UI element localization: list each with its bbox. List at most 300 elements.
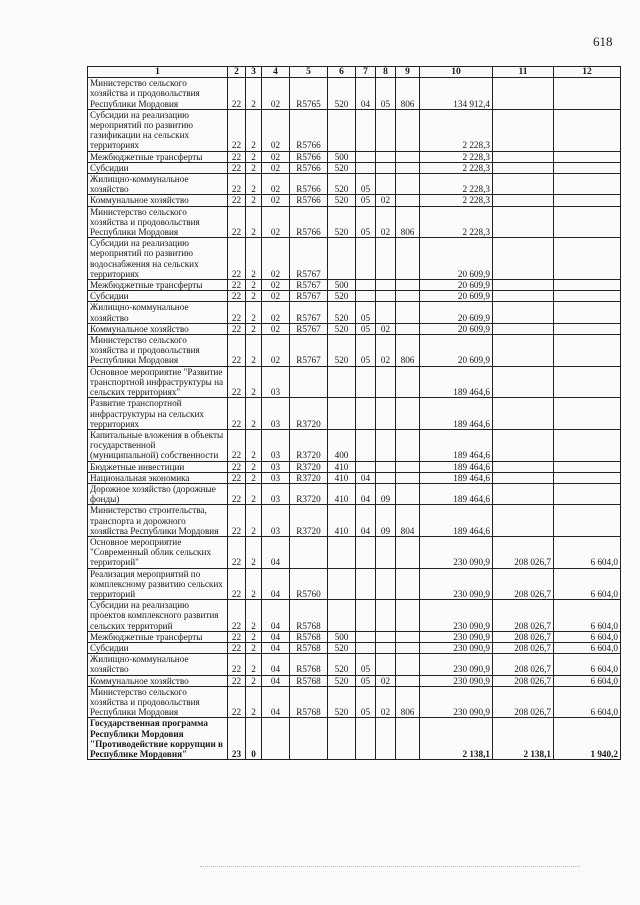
cell-col-7 (356, 536, 376, 568)
cell-col-5: R5766 (290, 195, 328, 206)
table-row (88, 174, 621, 195)
table-row (88, 206, 621, 238)
cell-col-3: 2 (246, 302, 262, 323)
cell-col-6 (328, 600, 356, 632)
cell-col-8: 02 (376, 675, 396, 686)
cell-col-10: 230 090,9 (420, 568, 493, 600)
cell-col-12 (554, 429, 621, 461)
cell-col-7: 04 (356, 505, 376, 537)
cell-col-5 (290, 366, 328, 398)
row-name-cell: Межбюджетные трансферты (88, 631, 228, 642)
cell-col-6: 520 (328, 78, 356, 110)
cell-col-5: R3720 (290, 483, 328, 504)
scan-mark (200, 866, 580, 868)
cell-col-12: 6 604,0 (554, 675, 621, 686)
cell-col-3: 2 (246, 174, 262, 195)
row-name-cell: Основное мероприятие "Современный облик сельских территорий" (88, 536, 228, 568)
cell-col-8: 02 (376, 686, 396, 718)
row-name-cell: Реализация мероприятий по комплексному развитию сельских территорий (88, 568, 228, 600)
cell-col-9: 806 (396, 335, 420, 367)
cell-col-12 (554, 335, 621, 367)
cell-col-11 (493, 291, 554, 302)
cell-col-5: R5765 (290, 78, 328, 110)
cell-col-7 (356, 162, 376, 173)
row-name-cell: Министерство сельского хозяйства и продовольствия Республики Мордовия (88, 206, 228, 238)
cell-col-8 (376, 174, 396, 195)
cell-col-3: 2 (246, 642, 262, 653)
cell-col-4: 02 (262, 174, 290, 195)
cell-col-9 (396, 631, 420, 642)
cell-col-7: 05 (356, 686, 376, 718)
table-header-row (88, 67, 621, 78)
cell-col-9 (396, 151, 420, 162)
cell-col-2: 22 (228, 429, 246, 461)
cell-col-6 (328, 718, 356, 760)
cell-col-4: 03 (262, 366, 290, 398)
cell-col-2: 22 (228, 675, 246, 686)
cell-col-6 (328, 536, 356, 568)
cell-col-6: 520 (328, 335, 356, 367)
cell-col-9 (396, 280, 420, 291)
cell-col-2: 22 (228, 483, 246, 504)
cell-col-5: R3720 (290, 505, 328, 537)
cell-col-2: 22 (228, 631, 246, 642)
cell-col-2: 22 (228, 461, 246, 472)
cell-col-4: 02 (262, 206, 290, 238)
table-row (88, 642, 621, 653)
cell-col-10: 20 609,9 (420, 335, 493, 367)
row-name-cell: Национальная экономика (88, 472, 228, 483)
cell-col-4: 03 (262, 483, 290, 504)
table-row (88, 461, 621, 472)
cell-col-2: 23 (228, 718, 246, 760)
cell-col-6: 410 (328, 472, 356, 483)
cell-col-7 (356, 718, 376, 760)
column-header: 2 (228, 67, 246, 78)
cell-col-2: 22 (228, 536, 246, 568)
row-name-cell: Коммунальное хозяйство (88, 675, 228, 686)
cell-col-9 (396, 291, 420, 302)
cell-col-2: 22 (228, 654, 246, 675)
cell-col-10: 189 464,6 (420, 366, 493, 398)
cell-col-3: 2 (246, 472, 262, 483)
cell-col-8: 02 (376, 206, 396, 238)
cell-col-12 (554, 280, 621, 291)
cell-col-12: 6 604,0 (554, 642, 621, 653)
cell-col-10: 189 464,6 (420, 461, 493, 472)
cell-col-7: 05 (356, 323, 376, 334)
cell-col-8 (376, 162, 396, 173)
column-header: 11 (493, 67, 554, 78)
cell-col-3: 2 (246, 631, 262, 642)
cell-col-7 (356, 280, 376, 291)
cell-col-3: 2 (246, 291, 262, 302)
cell-col-12 (554, 238, 621, 280)
row-name-cell: Дорожное хозяйство (дорожные фонды) (88, 483, 228, 504)
cell-col-5: R5766 (290, 206, 328, 238)
cell-col-5: R5768 (290, 675, 328, 686)
cell-col-10: 20 609,9 (420, 280, 493, 291)
cell-col-2: 22 (228, 109, 246, 151)
cell-col-12: 6 604,0 (554, 568, 621, 600)
cell-col-6: 410 (328, 483, 356, 504)
cell-col-3: 2 (246, 568, 262, 600)
cell-col-9 (396, 718, 420, 760)
cell-col-9 (396, 568, 420, 600)
cell-col-8 (376, 654, 396, 675)
cell-col-12 (554, 505, 621, 537)
cell-col-9 (396, 195, 420, 206)
cell-col-9 (396, 398, 420, 430)
cell-col-11 (493, 483, 554, 504)
cell-col-9 (396, 472, 420, 483)
cell-col-9: 806 (396, 686, 420, 718)
cell-col-7 (356, 461, 376, 472)
cell-col-7 (356, 631, 376, 642)
cell-col-10: 230 090,9 (420, 631, 493, 642)
cell-col-8 (376, 109, 396, 151)
cell-col-4: 02 (262, 238, 290, 280)
cell-col-11 (493, 195, 554, 206)
cell-col-11: 208 026,7 (493, 536, 554, 568)
cell-col-6: 500 (328, 280, 356, 291)
cell-col-7 (356, 568, 376, 600)
column-header: 1 (88, 67, 228, 78)
cell-col-10: 189 464,6 (420, 398, 493, 430)
cell-col-6: 520 (328, 195, 356, 206)
cell-col-9: 804 (396, 505, 420, 537)
cell-col-10: 230 090,9 (420, 536, 493, 568)
cell-col-3: 2 (246, 483, 262, 504)
table-row (88, 280, 621, 291)
cell-col-2: 22 (228, 162, 246, 173)
cell-col-12 (554, 162, 621, 173)
table-row (88, 631, 621, 642)
cell-col-9 (396, 366, 420, 398)
cell-col-4: 03 (262, 429, 290, 461)
cell-col-6 (328, 398, 356, 430)
table-row (88, 472, 621, 483)
cell-col-8 (376, 568, 396, 600)
cell-col-7 (356, 600, 376, 632)
cell-col-6: 520 (328, 162, 356, 173)
cell-col-2: 22 (228, 151, 246, 162)
cell-col-5: R5768 (290, 686, 328, 718)
row-name-cell: Капитальные вложения в объекты государственной (муниципальной) собственности (88, 429, 228, 461)
cell-col-2: 22 (228, 642, 246, 653)
cell-col-2: 22 (228, 568, 246, 600)
cell-col-8: 02 (376, 323, 396, 334)
table-row (88, 162, 621, 173)
cell-col-11 (493, 206, 554, 238)
column-header: 4 (262, 67, 290, 78)
cell-col-10: 2 228,3 (420, 206, 493, 238)
cell-col-11 (493, 366, 554, 398)
cell-col-7: 04 (356, 78, 376, 110)
table-row (88, 505, 621, 537)
cell-col-7: 05 (356, 335, 376, 367)
cell-col-9 (396, 483, 420, 504)
cell-col-4 (262, 718, 290, 760)
cell-col-3: 2 (246, 280, 262, 291)
cell-col-7 (356, 291, 376, 302)
cell-col-7: 04 (356, 483, 376, 504)
cell-col-5: R5767 (290, 291, 328, 302)
cell-col-3: 2 (246, 398, 262, 430)
cell-col-9 (396, 675, 420, 686)
cell-col-2: 22 (228, 291, 246, 302)
cell-col-5: R5760 (290, 568, 328, 600)
cell-col-6: 500 (328, 151, 356, 162)
cell-col-4: 02 (262, 302, 290, 323)
row-name-cell: Субсидии на реализацию мероприятий по развитию газификации на сельских территориях (88, 109, 228, 151)
cell-col-12: 6 604,0 (554, 686, 621, 718)
cell-col-9: 806 (396, 206, 420, 238)
cell-col-11: 208 026,7 (493, 631, 554, 642)
cell-col-10: 134 912,4 (420, 78, 493, 110)
row-name-cell: Государственная программа Республики Мордовия "Противодействие коррупции в Республике Мордовия" (88, 718, 228, 760)
cell-col-9 (396, 238, 420, 280)
cell-col-9: 806 (396, 78, 420, 110)
cell-col-11 (493, 109, 554, 151)
cell-col-2: 22 (228, 174, 246, 195)
row-name-cell: Межбюджетные трансферты (88, 151, 228, 162)
table-row (88, 291, 621, 302)
row-name-cell: Коммунальное хозяйство (88, 323, 228, 334)
cell-col-7 (356, 429, 376, 461)
cell-col-8 (376, 536, 396, 568)
cell-col-8 (376, 461, 396, 472)
row-name-cell: Основное мероприятие "Развитие транспортной инфраструктуры на сельских территориях" (88, 366, 228, 398)
cell-col-4: 03 (262, 398, 290, 430)
cell-col-8 (376, 280, 396, 291)
cell-col-10: 2 138,1 (420, 718, 493, 760)
cell-col-10: 189 464,6 (420, 472, 493, 483)
cell-col-4: 02 (262, 151, 290, 162)
cell-col-11: 208 026,7 (493, 600, 554, 632)
cell-col-8: 09 (376, 483, 396, 504)
cell-col-11: 208 026,7 (493, 675, 554, 686)
cell-col-2: 22 (228, 302, 246, 323)
cell-col-4: 03 (262, 505, 290, 537)
cell-col-4: 02 (262, 162, 290, 173)
cell-col-11 (493, 429, 554, 461)
row-name-cell: Жилищно-коммунальное хозяйство (88, 654, 228, 675)
cell-col-6: 520 (328, 642, 356, 653)
cell-col-12 (554, 323, 621, 334)
cell-col-9 (396, 174, 420, 195)
cell-col-7: 05 (356, 654, 376, 675)
row-name-cell: Министерство сельского хозяйства и продовольствия Республики Мордовия (88, 686, 228, 718)
row-name-cell: Субсидии (88, 291, 228, 302)
cell-col-11 (493, 472, 554, 483)
cell-col-2: 22 (228, 238, 246, 280)
table-row (88, 600, 621, 632)
cell-col-9 (396, 654, 420, 675)
cell-col-6: 520 (328, 174, 356, 195)
column-header: 9 (396, 67, 420, 78)
cell-col-7: 05 (356, 195, 376, 206)
cell-col-7: 05 (356, 302, 376, 323)
cell-col-2: 22 (228, 280, 246, 291)
row-name-cell: Субсидии на реализацию мероприятий по развитию водоснабжения на сельских территориях (88, 238, 228, 280)
cell-col-11 (493, 238, 554, 280)
cell-col-11 (493, 302, 554, 323)
cell-col-4: 03 (262, 461, 290, 472)
cell-col-12 (554, 78, 621, 110)
row-name-cell: Министерство сельского хозяйства и продовольствия Республики Мордовия (88, 335, 228, 367)
cell-col-3: 2 (246, 162, 262, 173)
cell-col-3: 2 (246, 151, 262, 162)
cell-col-5: R5766 (290, 162, 328, 173)
cell-col-9 (396, 302, 420, 323)
cell-col-9 (396, 600, 420, 632)
cell-col-6: 520 (328, 206, 356, 238)
cell-col-8 (376, 472, 396, 483)
cell-col-12 (554, 174, 621, 195)
cell-col-4: 02 (262, 323, 290, 334)
cell-col-12 (554, 109, 621, 151)
cell-col-5: R5768 (290, 600, 328, 632)
cell-col-11: 208 026,7 (493, 642, 554, 653)
cell-col-11: 208 026,7 (493, 654, 554, 675)
cell-col-9 (396, 642, 420, 653)
table-row (88, 718, 621, 760)
cell-col-8 (376, 631, 396, 642)
column-header: 10 (420, 67, 493, 78)
cell-col-12 (554, 398, 621, 430)
cell-col-9 (396, 109, 420, 151)
cell-col-10: 230 090,9 (420, 642, 493, 653)
cell-col-5: R5767 (290, 323, 328, 334)
cell-col-11 (493, 461, 554, 472)
cell-col-2: 22 (228, 78, 246, 110)
cell-col-5: R3720 (290, 472, 328, 483)
cell-col-7 (356, 398, 376, 430)
cell-col-10: 230 090,9 (420, 675, 493, 686)
cell-col-8 (376, 151, 396, 162)
cell-col-12 (554, 302, 621, 323)
table-row (88, 335, 621, 367)
table-row (88, 195, 621, 206)
cell-col-4: 02 (262, 78, 290, 110)
column-header: 12 (554, 67, 621, 78)
cell-col-4: 02 (262, 335, 290, 367)
table-row (88, 536, 621, 568)
row-name-cell: Жилищно-коммунальное хозяйство (88, 174, 228, 195)
cell-col-2: 22 (228, 206, 246, 238)
row-name-cell: Коммунальное хозяйство (88, 195, 228, 206)
row-name-cell: Жилищно-коммунальное хозяйство (88, 302, 228, 323)
table-row (88, 366, 621, 398)
cell-col-5: R5768 (290, 642, 328, 653)
cell-col-12: 6 604,0 (554, 536, 621, 568)
cell-col-11 (493, 398, 554, 430)
cell-col-3: 2 (246, 238, 262, 280)
table-row (88, 654, 621, 675)
column-header: 6 (328, 67, 356, 78)
cell-col-11: 208 026,7 (493, 568, 554, 600)
cell-col-7 (356, 642, 376, 653)
cell-col-4: 04 (262, 568, 290, 600)
cell-col-10: 20 609,9 (420, 302, 493, 323)
cell-col-6: 410 (328, 461, 356, 472)
cell-col-11 (493, 335, 554, 367)
cell-col-8 (376, 238, 396, 280)
cell-col-2: 22 (228, 366, 246, 398)
cell-col-6: 520 (328, 675, 356, 686)
cell-col-4: 03 (262, 472, 290, 483)
cell-col-5 (290, 536, 328, 568)
cell-col-11 (493, 174, 554, 195)
cell-col-2: 22 (228, 505, 246, 537)
cell-col-4: 04 (262, 631, 290, 642)
page-number: 618 (593, 34, 613, 49)
row-name-cell: Субсидии на реализацию проектов комплексного развития сельских территорий (88, 600, 228, 632)
cell-col-8 (376, 398, 396, 430)
cell-col-2: 22 (228, 398, 246, 430)
table-row (88, 151, 621, 162)
row-name-cell: Министерство строительства, транспорта и дорожного хозяйства Республики Мордовия (88, 505, 228, 537)
cell-col-10: 230 090,9 (420, 654, 493, 675)
cell-col-4: 04 (262, 654, 290, 675)
table-row (88, 568, 621, 600)
cell-col-2: 22 (228, 323, 246, 334)
cell-col-2: 22 (228, 472, 246, 483)
cell-col-4: 02 (262, 109, 290, 151)
cell-col-6 (328, 568, 356, 600)
cell-col-3: 0 (246, 718, 262, 760)
cell-col-10: 2 228,3 (420, 195, 493, 206)
cell-col-3: 2 (246, 505, 262, 537)
cell-col-12 (554, 483, 621, 504)
table-row (88, 483, 621, 504)
table-row (88, 109, 621, 151)
cell-col-6: 520 (328, 323, 356, 334)
cell-col-10: 230 090,9 (420, 686, 493, 718)
cell-col-6: 520 (328, 654, 356, 675)
cell-col-6 (328, 109, 356, 151)
cell-col-6 (328, 238, 356, 280)
cell-col-6: 520 (328, 291, 356, 302)
cell-col-10: 189 464,6 (420, 429, 493, 461)
row-name-cell: Бюджетные инвестиции (88, 461, 228, 472)
cell-col-5: R5768 (290, 654, 328, 675)
cell-col-2: 22 (228, 335, 246, 367)
table-row (88, 398, 621, 430)
cell-col-5: R5767 (290, 280, 328, 291)
cell-col-8: 09 (376, 505, 396, 537)
cell-col-10: 189 464,6 (420, 483, 493, 504)
cell-col-5: R3720 (290, 429, 328, 461)
cell-col-3: 2 (246, 461, 262, 472)
cell-col-3: 2 (246, 335, 262, 367)
cell-col-6: 520 (328, 686, 356, 718)
row-name-cell: Субсидии (88, 162, 228, 173)
cell-col-9 (396, 323, 420, 334)
cell-col-9 (396, 429, 420, 461)
cell-col-8 (376, 718, 396, 760)
cell-col-12 (554, 291, 621, 302)
cell-col-3: 2 (246, 195, 262, 206)
cell-col-12 (554, 461, 621, 472)
cell-col-8 (376, 302, 396, 323)
cell-col-10: 2 228,3 (420, 109, 493, 151)
cell-col-11 (493, 505, 554, 537)
cell-col-10: 2 228,3 (420, 162, 493, 173)
cell-col-7 (356, 366, 376, 398)
table-body (88, 78, 621, 760)
